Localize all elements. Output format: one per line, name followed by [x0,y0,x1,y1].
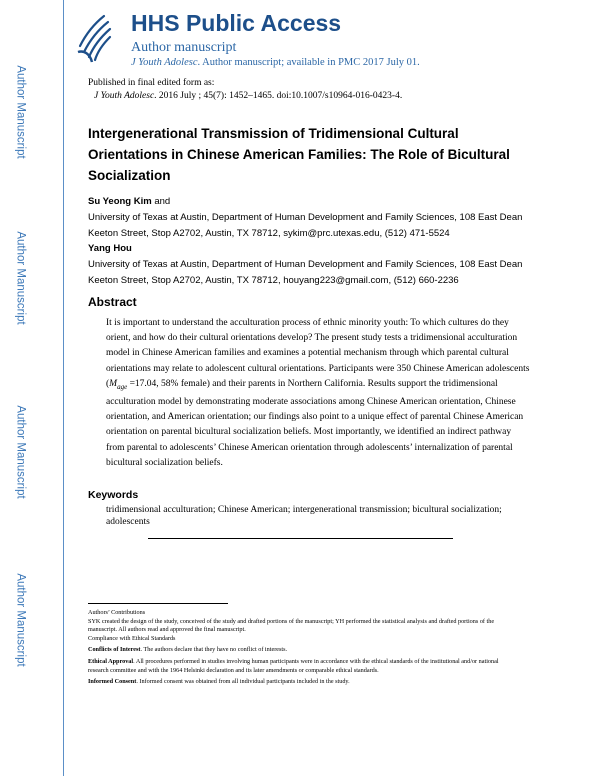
consent-label: Informed Consent [88,678,137,686]
ethical-label: Ethical Approval [88,657,134,665]
manuscript-label: Author manuscript [131,40,237,55]
keywords-divider [148,538,453,539]
citation-journal: J Youth Adolesc [131,57,198,68]
abstract-part2: =17.04, 58% female) and their parents in Northern California. Results support the tridimensional acculturation model by demonstrating moderate associations among Chinese American orientation, Chinese orientation, and American orientation; our findings also point to a unique effect of parental Chinese American orientation on parental bicultural socialization beliefs. Most importantly, we identified an indirect pathway from parental to adolescents’ Chinese American orientation through adolescents’ internalization of parental bicultural socialization beliefs. [106,378,524,468]
author-connector: and [151,196,171,207]
sidebar-rule [63,0,64,776]
footnote-divider [88,603,228,604]
published-details: . 2016 July ; 45(7): 1452–1465. doi:10.1007/s10964-016-0423-4. [154,91,403,101]
author-name: Su Yeong Kim [88,196,152,207]
citation-text: . Author manuscript; available in PMC 2017 July 01. [197,57,420,68]
sidebar-label [6,560,36,680]
author-block-2 [88,241,528,289]
keywords-text: tridimensional acculturation; Chinese American; intergenerational transmission; bicultural socialization; adolescents [106,505,502,527]
contributions-text: SYK created the design of the study, conceived of the study and drafted portions of the manuscript; YH performed the statistical analysis and drafted portions of the manuscript. All authors read and approved the final manuscript. [88,617,495,634]
author-name: Yang Hou [88,243,132,254]
sidebar-label-text: Author Manuscript [15,65,28,159]
article-title: Intergenerational Transmission of Tridimensional Cultural Orientations in Chinese American Families: The Role of Bicultural Socialization [88,126,510,183]
footnotes [88,609,508,687]
consent-text: . Informed consent was obtained from all individual participants included in the study. [136,678,350,686]
manuscript-citation [131,57,420,68]
compliance-label: Compliance with Ethical Standards [88,634,176,642]
conflicts-text: . The authors declare that they have no conflict of interests. [140,646,288,654]
consent-note [88,678,508,687]
m-subscript: age [117,382,128,391]
published-label: Published in final edited form as: [88,78,215,88]
conflicts-label: Conflicts of Interest [88,646,141,654]
sidebar-label-text: Author Manuscript [15,573,28,667]
contributions-label: Authors’ Contributions [88,609,146,616]
ethical-text: . All procedures performed in studies involving human participants were in accordance with the ethical standards of the institutional and/or national research committee and with the 1964 Helsinki declaration and its later amendments or comparable ethical standards. [88,657,499,674]
author-block-1 [88,194,528,242]
hhs-eagle-logo-icon [74,12,112,64]
abstract-heading: Abstract [88,295,137,309]
sidebar-label-text: Author Manuscript [15,405,28,499]
published-journal: J Youth Adolesc [94,91,155,101]
hhs-title: HHS Public Access [131,10,342,36]
m-symbol: M [109,378,118,389]
sidebar-label [6,218,36,338]
sidebar-label [6,52,36,172]
abstract-text [106,316,531,471]
sidebar-label-text: Author Manuscript [15,231,28,325]
keywords-heading: Keywords [88,489,139,501]
ethical-note [88,658,508,675]
author-affiliation: University of Texas at Austin, Department of Human Development and Family Sciences, 108 East Dean Keeton Street, Stop A2702, Austin, TX 78712, sykim@prc.utexas.edu, (512) 471-5524 [88,212,523,239]
author-affiliation: University of Texas at Austin, Department of Human Development and Family Sciences, 108 East Dean Keeton Street, Stop A2702, Austin, TX 78712, houyang223@gmail.com, (512) 660-2236 [88,259,523,286]
abstract-part1: It is important to understand the acculturation process of ethnic minority youth: To which cultures do they orient, and how do their cultural orientations develop? The present study tests a tridimensional acculturation model in Chinese American families and examines a potential mechanism through which parental cultural orientations may relate to adolescent cultural orientations. Participants were 350 Chinese American adolescents ( [106,318,530,389]
sidebar-label [6,392,36,512]
published-citation [94,91,402,101]
conflicts-note [88,646,508,655]
